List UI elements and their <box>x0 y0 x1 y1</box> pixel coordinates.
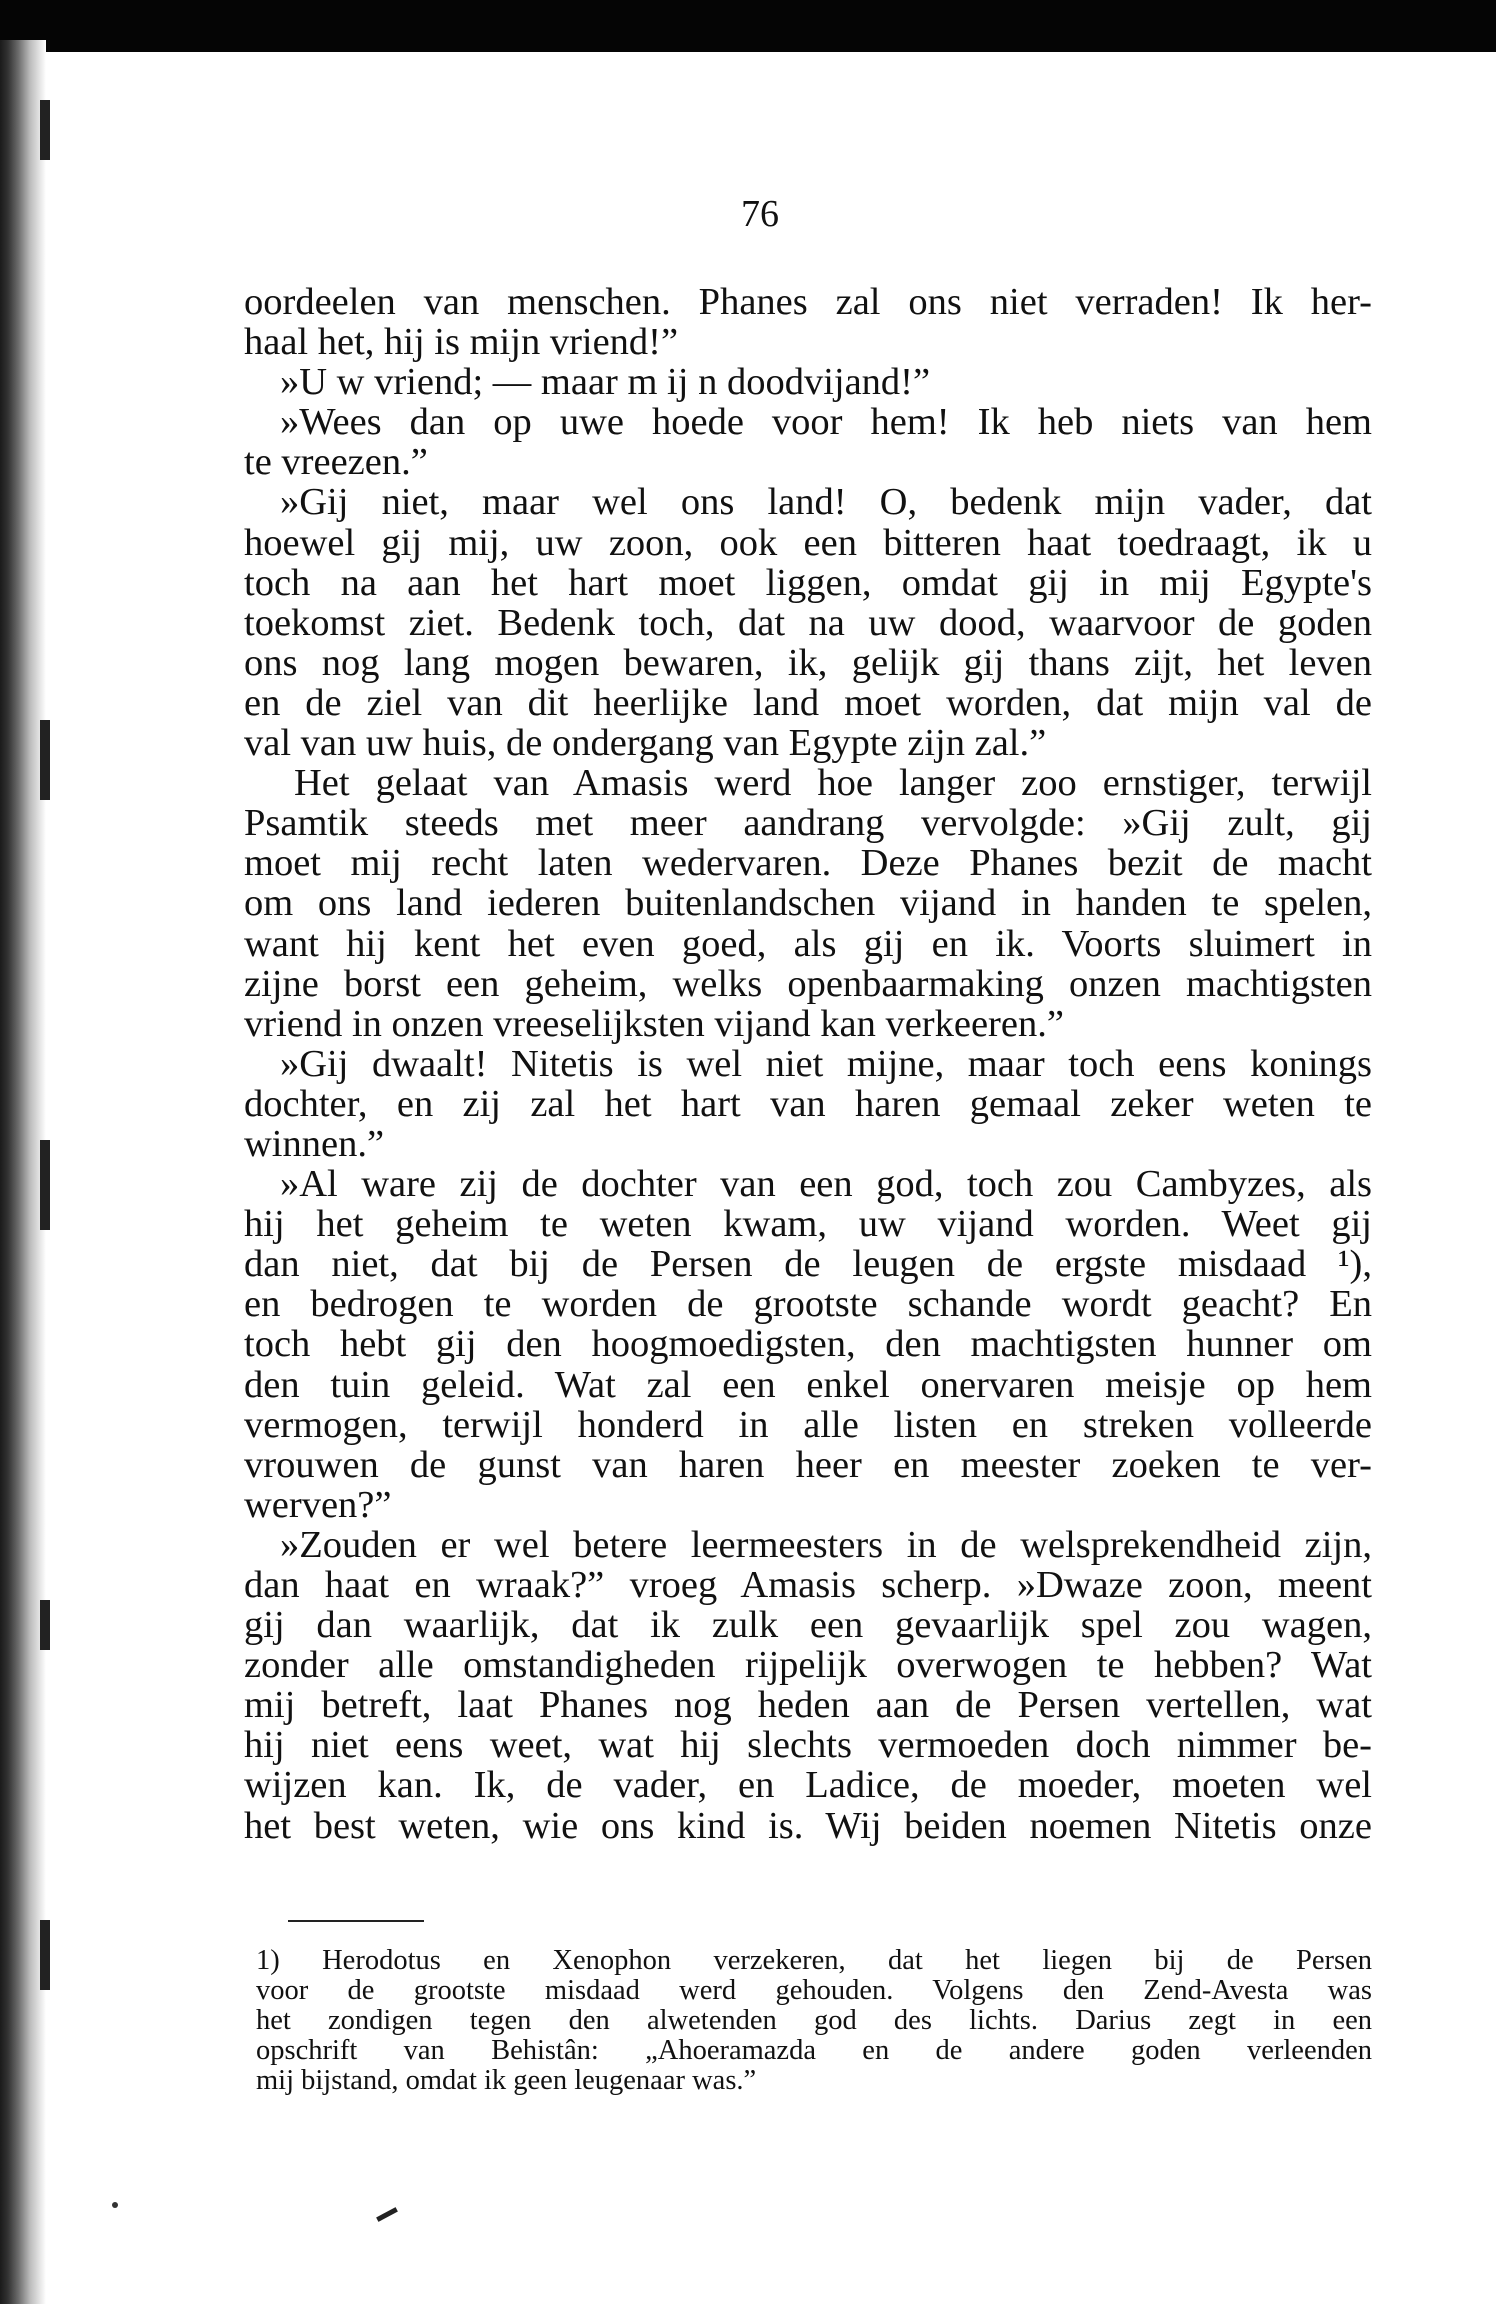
text-line: om ons land iederen buitenlandschen vijand in handen te spelen, <box>244 882 1372 925</box>
spine-fleck <box>40 720 50 800</box>
scan-speck <box>112 2202 118 2208</box>
text-line: het best weten, wie ons kind is. Wij beiden noemen Nitetis onze <box>244 1804 1372 1847</box>
text-line: haal het, hij is mijn vriend!” <box>244 321 679 364</box>
text-line: Psamtik steeds met meer aandrang vervolgde: »Gij zult, gij <box>244 802 1372 845</box>
text-line: val van uw huis, de ondergang van Egypte zijn zal.” <box>244 722 1047 765</box>
footnote-line: mij bijstand, omdat ik geen leugenaar was.” <box>256 2065 757 2096</box>
text-line: mij betreft, laat Phanes nog heden aan de Persen vertellen, wat <box>244 1684 1372 1727</box>
text-line: »U w vriend; — maar m ij n doodvijand!” <box>280 361 931 404</box>
text-line: te vreezen.” <box>244 441 428 484</box>
text-line: toch hebt gij den hoogmoedigsten, den machtigsten hunner om <box>244 1323 1372 1366</box>
footnote-line: 1) Herodotus en Xenophon verzekeren, dat het liegen bij de Persen <box>256 1945 1372 1976</box>
spine-fleck <box>40 100 50 160</box>
text-line: gij dan waarlijk, dat ik zulk een gevaarlijk spel zou wagen, <box>244 1604 1372 1647</box>
text-line: oordeelen van menschen. Phanes zal ons niet verraden! Ik her- <box>244 281 1372 323</box>
text-line: dochter, en zij zal het hart van haren gemaal zeker weten te <box>244 1082 1372 1125</box>
page-number: 76 <box>741 193 779 235</box>
text-line: werven?” <box>244 1483 392 1526</box>
text-line: Het gelaat van Amasis werd hoe langer zoo ernstiger, terwijl <box>294 762 1372 805</box>
text-line: ons nog lang mogen bewaren, ik, gelijk gij thans zijt, het leven <box>244 641 1372 684</box>
footnote-rule <box>288 1920 424 1922</box>
text-line: »Gij dwaalt! Nitetis is wel niet mijne, maar toch eens konings <box>280 1042 1372 1085</box>
text-line: zonder alle omstandigheden rijpelijk overwogen te hebben? Wat <box>244 1644 1372 1687</box>
text-line: toch na aan het hart moet liggen, omdat gij in mij Egypte's <box>244 561 1372 604</box>
scan-spine-shadow <box>0 40 46 2304</box>
text-line: toekomst ziet. Bedenk toch, dat na uw dood, waarvoor de goden <box>244 601 1372 644</box>
footnote-line: het zondigen tegen den alwetenden god des lichts. Darius zegt in een <box>256 2005 1372 2036</box>
text-line: wijzen kan. Ik, de vader, en Ladice, de moeder, moeten wel <box>244 1764 1372 1807</box>
text-line: »Zouden er wel betere leermeesters in de welsprekendheid zijn, <box>280 1523 1372 1566</box>
text-line: vermogen, terwijl honderd in alle listen en streken volleerde <box>244 1403 1372 1446</box>
text-line: »Gij niet, maar wel ons land! O, bedenk mijn vader, dat <box>280 481 1372 524</box>
text-line: »Al ware zij de dochter van een god, toch zou Cambyzes, als <box>280 1163 1372 1206</box>
text-line: hij niet eens weet, wat hij slechts vermoeden doch nimmer be- <box>244 1724 1372 1767</box>
spine-fleck <box>40 1920 50 1990</box>
text-line: want hij kent het even goed, als gij en ik. Voorts sluimert in <box>244 922 1372 965</box>
footnote-line: voor de grootste misdaad werd gehouden. Volgens den Zend-Avesta was <box>256 1975 1372 2006</box>
body-text <box>244 282 1372 1846</box>
text-line: en bedrogen te worden de grootste schande wordt geacht? En <box>244 1283 1372 1326</box>
text-line: winnen.” <box>244 1122 385 1165</box>
spine-fleck <box>40 1600 50 1650</box>
text-line: moet mij recht laten wedervaren. Deze Phanes bezit de macht <box>244 842 1372 885</box>
text-line: den tuin geleid. Wat zal een enkel onervaren meisje op hem <box>244 1363 1372 1406</box>
text-line: vriend in onzen vreeselijksten vijand kan verkeeren.” <box>244 1002 1064 1045</box>
text-line: hoewel gij mij, uw zoon, ook een bitteren haat toedraagt, ik u <box>244 521 1372 564</box>
text-line: »Wees dan op uwe hoede voor hem! Ik heb niets van hem <box>280 401 1372 444</box>
text-line: hij het geheim te weten kwam, uw vijand worden. Weet gij <box>244 1203 1372 1246</box>
footnote-line: opschrift van Behistân: „Ahoeramazda en de andere goden verleenden <box>256 2035 1372 2066</box>
text-line: en de ziel van dit heerlijke land moet worden, dat mijn val de <box>244 681 1372 724</box>
text-line: vrouwen de gunst van haren heer en meester zoeken te ver- <box>244 1443 1372 1486</box>
scan-top-border <box>0 0 1496 52</box>
scan-speck <box>376 2207 398 2222</box>
spine-fleck <box>40 1140 50 1230</box>
footnotes <box>256 1946 1372 2096</box>
text-line: dan niet, dat bij de Persen de leugen de ergste misdaad ¹), <box>244 1243 1372 1286</box>
text-line: zijne borst een geheim, welks openbaarmaking onzen machtigsten <box>244 962 1372 1005</box>
text-line: dan haat en wraak?” vroeg Amasis scherp. »Dwaze zoon, meent <box>244 1564 1372 1606</box>
